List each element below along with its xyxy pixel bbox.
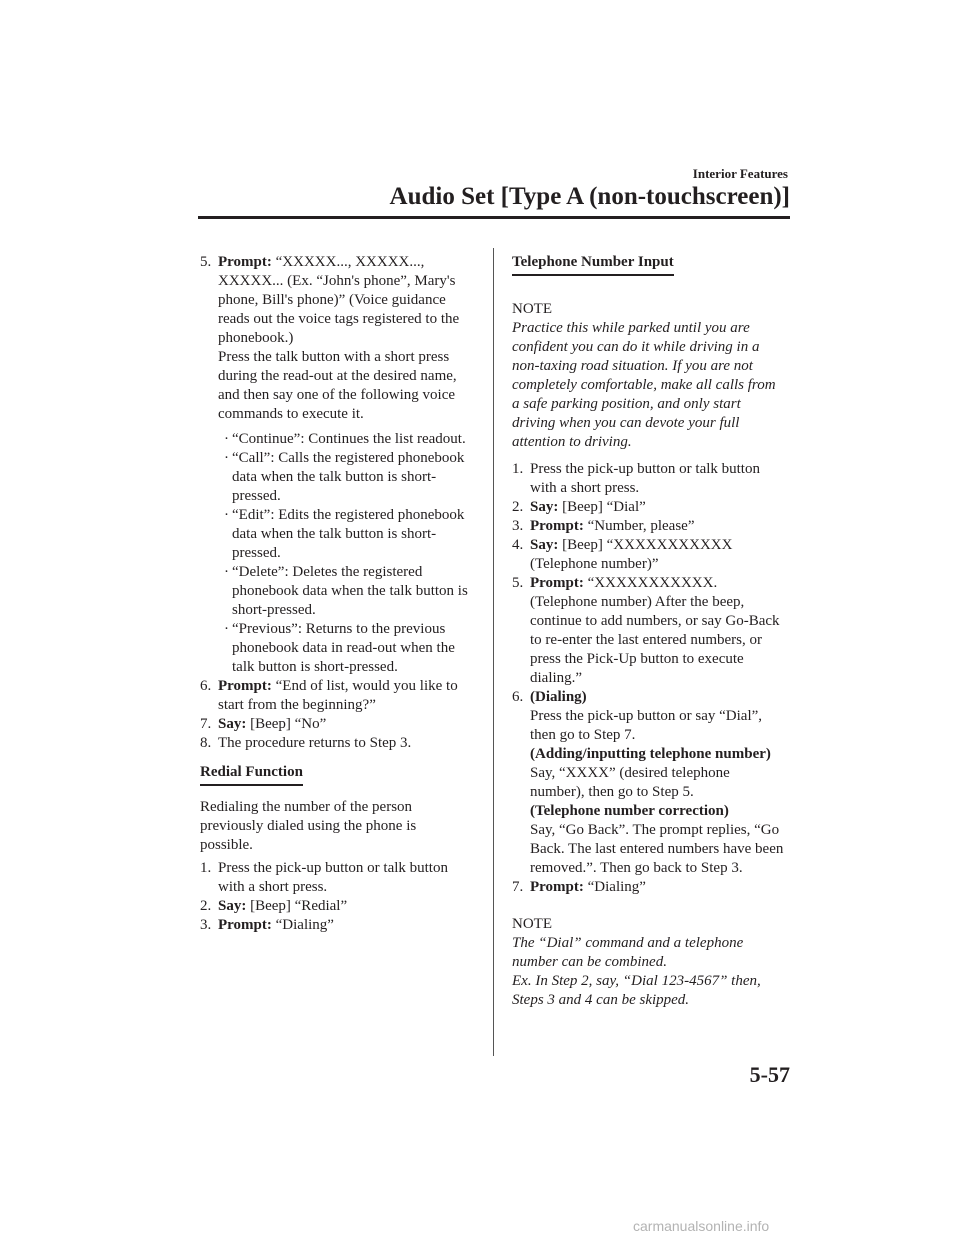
redial-heading: Redial Function [200,763,303,786]
step-label: Prompt: [530,879,584,895]
step-text: “XXXXX..., XXXXX..., XXXXX... (Ex. “John's phone”, Mary's phone, Bill's phone)” (Voice guidance reads out the voice tags registered to the phonebook.) [218,254,460,346]
step-number: 3. [200,917,212,933]
note-text: Ex. In Step 2, say, “Dial 123-4567” then, Steps 3 and 4 can be skipped. [512,973,761,1008]
list-item-text: “Continue”: Continues the list readout. [232,431,466,447]
footer-watermark: carmanualsonline.info [633,1218,770,1234]
step-text: Press the pick-up button or talk button with a short press. [530,461,760,496]
redial-step-1 [200,859,472,897]
list-item [200,506,472,563]
step-number: 2. [200,898,212,914]
step-label: Say: [218,716,247,732]
tel-step-6 [512,688,784,878]
redial-step-3 [200,916,472,935]
step-text: [Beep] “XXXXXXXXXXX (Telephone number)” [530,537,733,572]
step-label: Prompt: [530,518,584,534]
step-text: The procedure returns to Step 3. [218,735,412,751]
step-label: Say: [530,537,559,553]
step-number: 2. [512,499,524,515]
step-number: 1. [200,860,212,876]
step-text: Say, “Go Back”. The prompt replies, “Go Back. The last entered numbers have been removed.”. Then go back to Step 3. [530,822,784,876]
step-number: 7. [200,716,212,732]
step-number: 6. [512,689,524,705]
list-item-text: “Delete”: Deletes the registered phonebook data when the talk button is short-pressed. [232,564,468,618]
redial-intro: Redialing the number of the person previously dialed using the phone is possible. [200,799,417,853]
list-item-text: “Edit”: Edits the registered phonebook data when the talk button is short-pressed. [232,507,465,561]
note-title: NOTE [512,301,552,317]
step-text: “Number, please” [583,518,695,534]
step-text: Press the pick-up button or talk button with a short press. [218,860,448,895]
step-number: 7. [512,879,524,895]
step-label: (Dialing) [530,689,587,705]
step-number: 6. [200,678,212,694]
step-sublabel: (Telephone number correction) [530,803,729,819]
tel-step-4 [512,536,784,574]
step-label: Prompt: [218,917,272,933]
step-sublabel: (Adding/inputting telephone number) [530,746,771,762]
step-text: “Dialing” [583,879,646,895]
step-number: 8. [200,735,212,751]
page-title: Audio Set [Type A (non-touchscreen)] [389,183,790,210]
tel-step-5 [512,574,784,688]
step-number: 3. [512,518,524,534]
list-item-text: “Previous”: Returns to the previous phonebook data in read-out when the talk button is short-pressed. [232,621,455,675]
step-6 [200,677,472,715]
step-label: Prompt: [218,254,272,270]
tel-step-1 [512,460,784,498]
tel-step-2 [512,498,784,517]
list-item [200,620,472,677]
left-column [200,253,472,935]
telephone-input-heading: Telephone Number Input [512,253,674,276]
step-label: Say: [530,499,559,515]
step-text: “End of list, would you like to start from the beginning?” [218,678,458,713]
right-column [512,253,784,1010]
step-number: 5. [200,254,212,270]
note-text: The “Dial” command and a telephone number can be combined. [512,935,744,970]
section-label: Interior Features [692,166,788,181]
bullet-icon: · [224,450,229,466]
note-text: Practice this while parked until you are confident you can do it while driving in a non-taxing road situation. If you are not completely comfortable, make all calls from a safe parking position, and only start driving when you can devote your full attention to driving. [512,320,776,450]
step-text: [Beep] “No” [246,716,327,732]
step-text: Press the pick-up button or say “Dial”, then go to Step 7. [530,708,763,743]
step-8 [200,734,472,753]
bullet-icon: · [224,621,229,637]
list-item [200,449,472,506]
step-number: 1. [512,461,524,477]
list-item-text: “Call”: Calls the registered phonebook data when the talk button is short-pressed. [232,450,465,504]
step-text: [Beep] “Dial” [558,499,646,515]
step-label: Say: [218,898,247,914]
tel-step-3 [512,517,784,536]
page-number: 5-57 [749,1062,790,1087]
step-text: “Dialing” [271,917,334,933]
header-rule [198,216,790,219]
step-label: Prompt: [218,678,272,694]
note-title: NOTE [512,916,552,932]
command-list [200,430,472,677]
list-item [200,563,472,620]
list-item [200,430,472,449]
step-text: “XXXXXXXXXXX. (Telephone number) After the beep, continue to add numbers, or say Go-Back to re-enter the last entered numbers, or press the Pick-Up button to execute dialing.” [530,575,780,686]
step-5 [200,253,472,424]
step-extra-text: Press the talk button with a short press during the read-out at the desired name, and then say one of the following voice commands to execute it. [218,349,457,422]
step-number: 4. [512,537,524,553]
step-text: [Beep] “Redial” [246,898,348,914]
bullet-icon: · [224,431,229,447]
redial-step-2 [200,897,472,916]
bullet-icon: · [224,564,229,580]
tel-step-7 [512,878,784,897]
bullet-icon: · [224,507,229,523]
step-label: Prompt: [530,575,584,591]
step-7 [200,715,472,734]
step-text: Say, “XXXX” (desired telephone number), then go to Step 5. [530,765,730,800]
step-number: 5. [512,575,524,591]
column-divider [493,248,494,1056]
